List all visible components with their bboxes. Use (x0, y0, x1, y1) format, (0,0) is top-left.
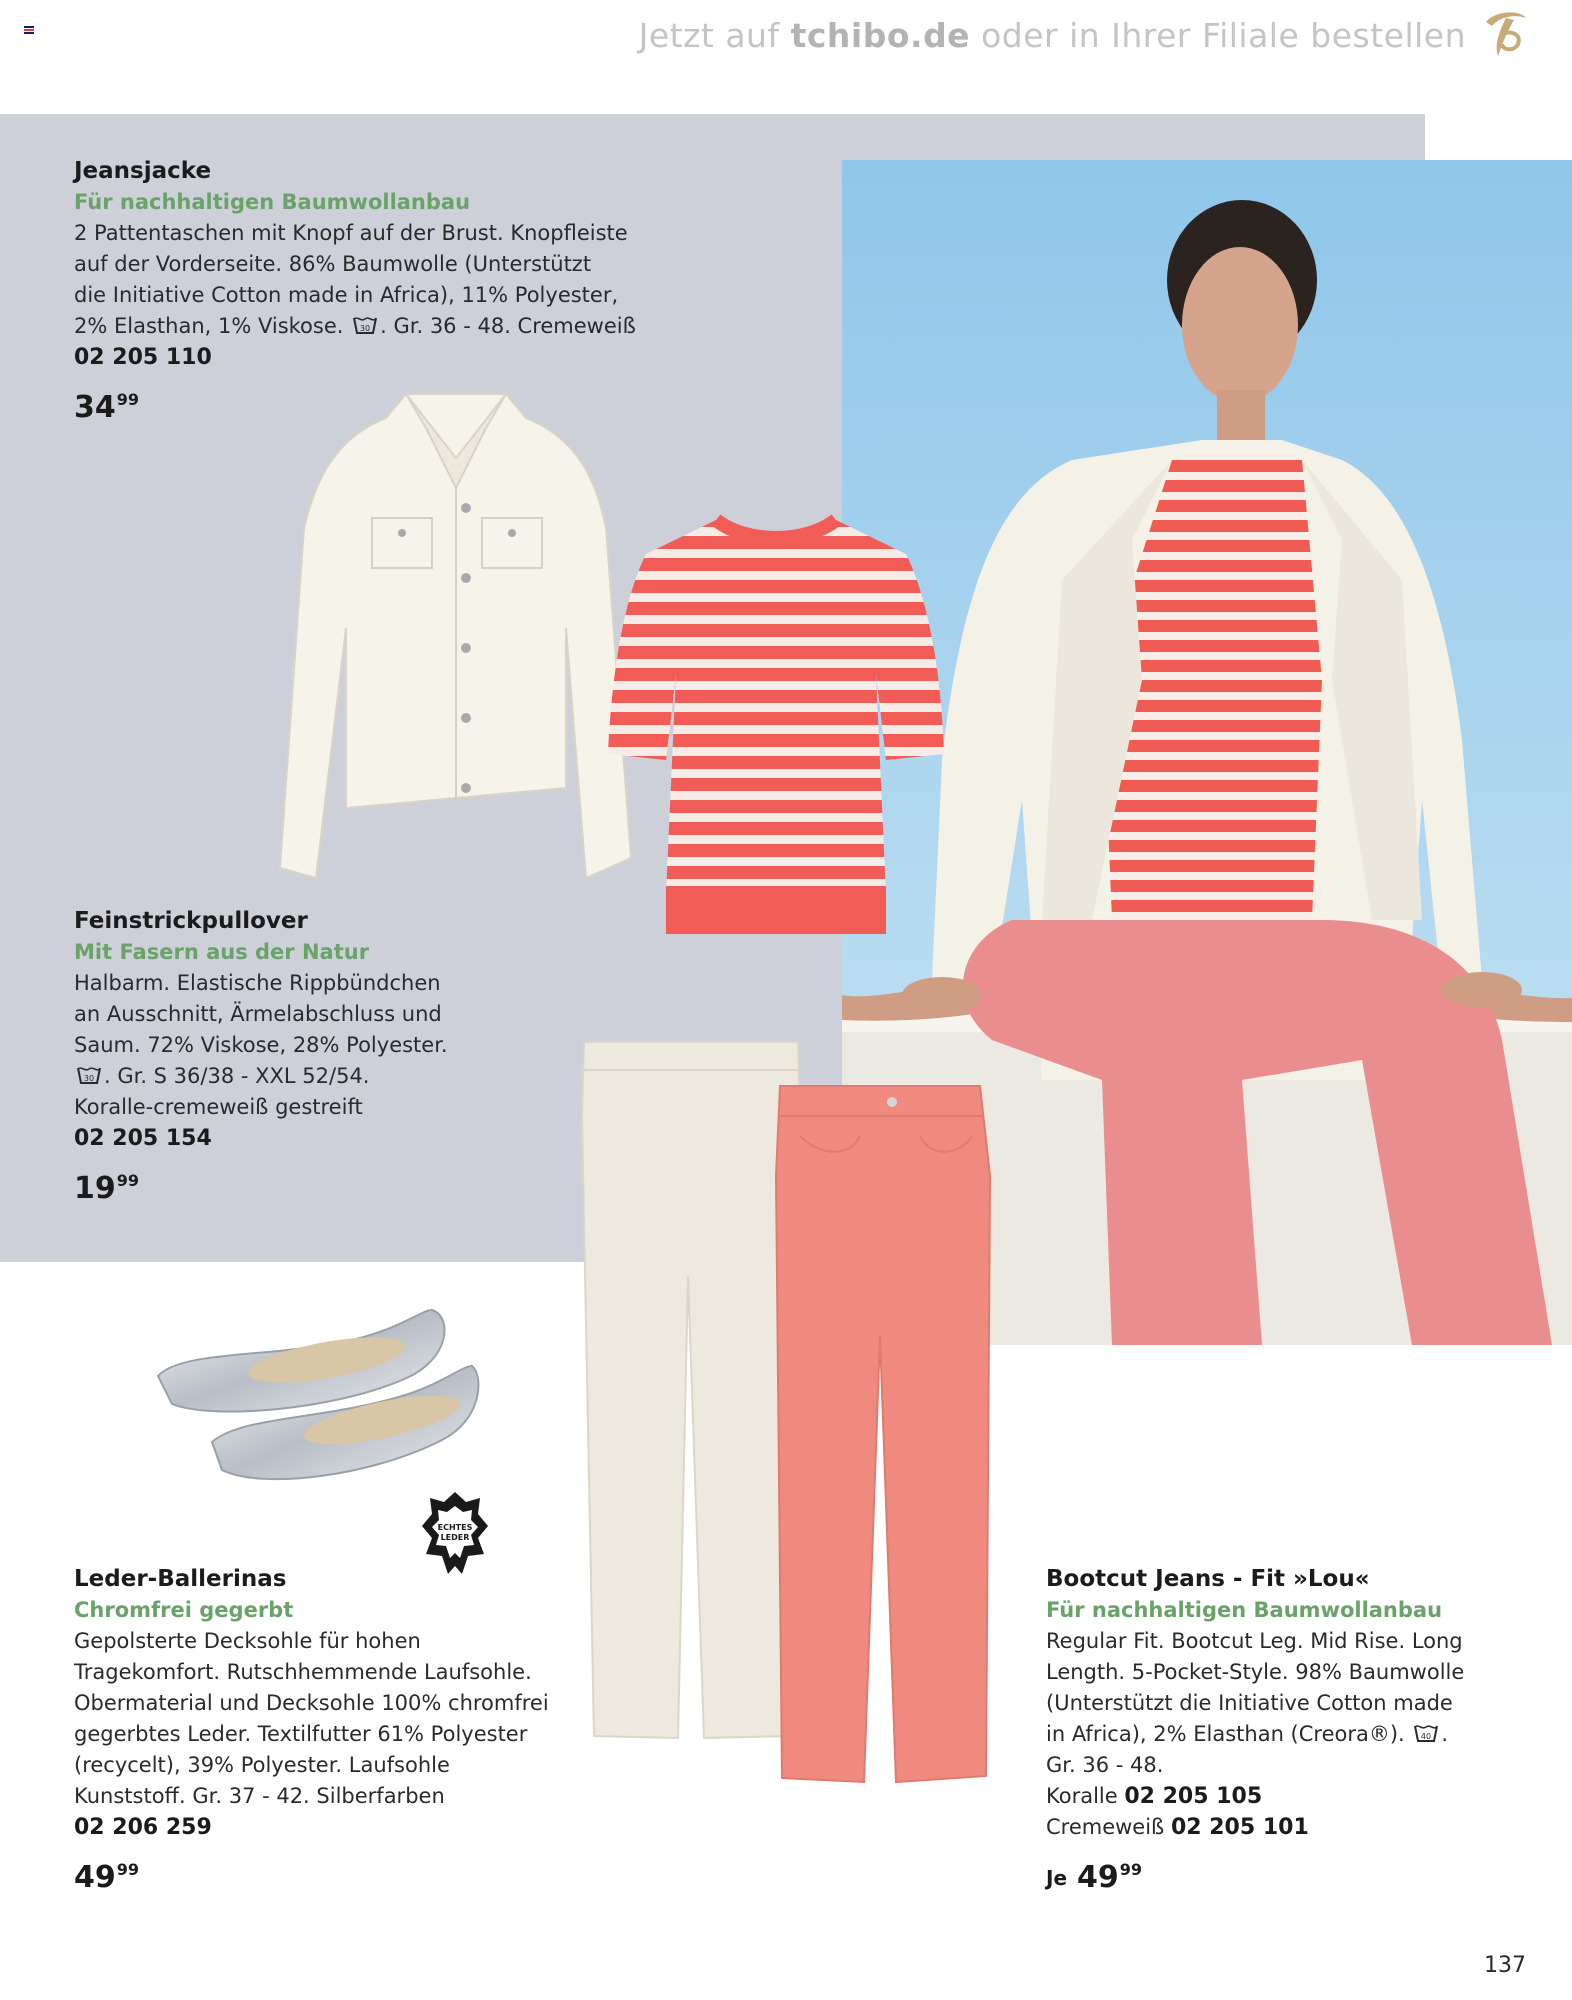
description-text: . (1441, 1722, 1449, 1746)
variant-koralle (1046, 1781, 1526, 1812)
product-description-line: Gepolsterte Decksohle für hohen (74, 1629, 421, 1653)
description-text: . Gr. S 36/38 - XXL 52/54. (104, 1064, 370, 1088)
price-main: 49 (1077, 1860, 1119, 1895)
tchibo-logo-icon (1476, 4, 1532, 60)
product-description-line (1046, 1719, 1526, 1750)
header-text-after: oder in Ihrer Filiale bestellen (970, 16, 1466, 55)
svg-text:30: 30 (360, 324, 371, 333)
price-main: 19 (74, 1171, 116, 1206)
price-prefix: Je (1046, 1866, 1068, 1890)
price-cents: 99 (116, 1860, 140, 1879)
variant-label: Cremeweiß (1046, 1815, 1171, 1839)
product-description-line: auf der Vorderseite. 86% Baumwolle (Unterstützt (74, 252, 592, 276)
product-description-line: (recycelt), 39% Polyester. Laufsohle (74, 1753, 450, 1777)
product-description-line: (Unterstützt die Initiative Cotton made (1046, 1691, 1453, 1715)
flag-icon (24, 26, 34, 34)
product-description-line: Length. 5-Pocket-Style. 98% Baumwolle (1046, 1660, 1465, 1684)
striped-sweater-image (606, 514, 946, 934)
price-cents: 99 (116, 390, 140, 409)
product-jacket (74, 156, 674, 425)
article-number: 02 205 110 (74, 345, 212, 370)
product-title: Feinstrickpullover (74, 908, 308, 934)
product-sweater (74, 906, 674, 1206)
article-number: 02 205 105 (1124, 1784, 1263, 1809)
product-sizes: Gr. 36 - 48. (1046, 1753, 1164, 1777)
leather-badge-line1: ECHTES (437, 1523, 473, 1532)
denim-jacket-image (276, 388, 636, 888)
price (74, 1164, 674, 1206)
product-title: Bootcut Jeans - Fit »Lou« (1046, 1566, 1370, 1592)
product-subtitle: Chromfrei gegerbt (74, 1598, 294, 1622)
product-description-line: 2 Pattentaschen mit Knopf auf der Brust. Knopfleiste (74, 221, 628, 245)
price (1046, 1853, 1526, 1895)
svg-text:30: 30 (83, 1074, 95, 1083)
price-cents: 99 (1119, 1860, 1143, 1879)
product-color: Koralle-cremeweiß gestreift (74, 1095, 363, 1119)
product-description-line: Tragekomfort. Rutschhemmende Laufsohle. (74, 1660, 532, 1684)
price-main: 49 (74, 1860, 116, 1895)
variant-label: Koralle (1046, 1784, 1125, 1808)
svg-text:40: 40 (1421, 1732, 1432, 1741)
product-description-line (74, 1061, 674, 1092)
header-brand-link[interactable]: tchibo.de (790, 16, 971, 55)
wash-40-icon (1413, 1722, 1439, 1744)
wash-30-icon (76, 1064, 102, 1086)
product-description-line: Saum. 72% Viskose, 28% Polyester. (74, 1033, 448, 1057)
price-main: 34 (74, 390, 116, 425)
product-ballerinas (74, 1564, 674, 1895)
product-description-line (74, 311, 674, 342)
price (74, 383, 674, 425)
header-tagline (639, 16, 1466, 55)
product-subtitle: Für nachhaltigen Baumwollanbau (1046, 1598, 1443, 1622)
article-number: 02 205 154 (74, 1126, 212, 1151)
product-description-line: Regular Fit. Bootcut Leg. Mid Rise. Long (1046, 1629, 1463, 1653)
product-description-line: an Ausschnitt, Ärmelabschluss und (74, 1002, 442, 1026)
description-text: 2% Elasthan, 1% Viskose. (74, 314, 344, 338)
product-jeans (1046, 1564, 1526, 1895)
page-number: 137 (1484, 1953, 1526, 1978)
price-cents: 99 (116, 1171, 140, 1190)
product-description-line: Kunststoff. Gr. 37 - 42. Silberfarben (74, 1784, 445, 1808)
product-description-line: die Initiative Cotton made in Africa), 11% Polyester, (74, 283, 619, 307)
product-description-line: gegerbtes Leder. Textilfutter 61% Polyester (74, 1722, 528, 1746)
price (74, 1853, 674, 1895)
product-description-line: Obermaterial und Decksohle 100% chromfrei (74, 1691, 549, 1715)
description-text: . Gr. 36 - 48. Cremeweiß (380, 314, 636, 338)
description-text: in Africa), 2% Elasthan (Creora®). (1046, 1722, 1405, 1746)
silver-ballerinas-image (152, 1300, 482, 1510)
product-subtitle: Mit Fasern aus der Natur (74, 940, 370, 964)
product-subtitle: Für nachhaltigen Baumwollanbau (74, 190, 471, 214)
article-number: 02 205 101 (1170, 1815, 1309, 1840)
product-title: Leder-Ballerinas (74, 1566, 287, 1592)
variant-cremeweiss (1046, 1812, 1526, 1843)
leather-badge-line2: LEDER (440, 1533, 470, 1542)
product-title: Jeansjacke (74, 158, 212, 184)
article-number: 02 206 259 (74, 1815, 212, 1840)
wash-30-icon (352, 314, 378, 336)
product-description-line: Halbarm. Elastische Rippbündchen (74, 971, 441, 995)
header-text-before: Jetzt auf (638, 16, 791, 55)
